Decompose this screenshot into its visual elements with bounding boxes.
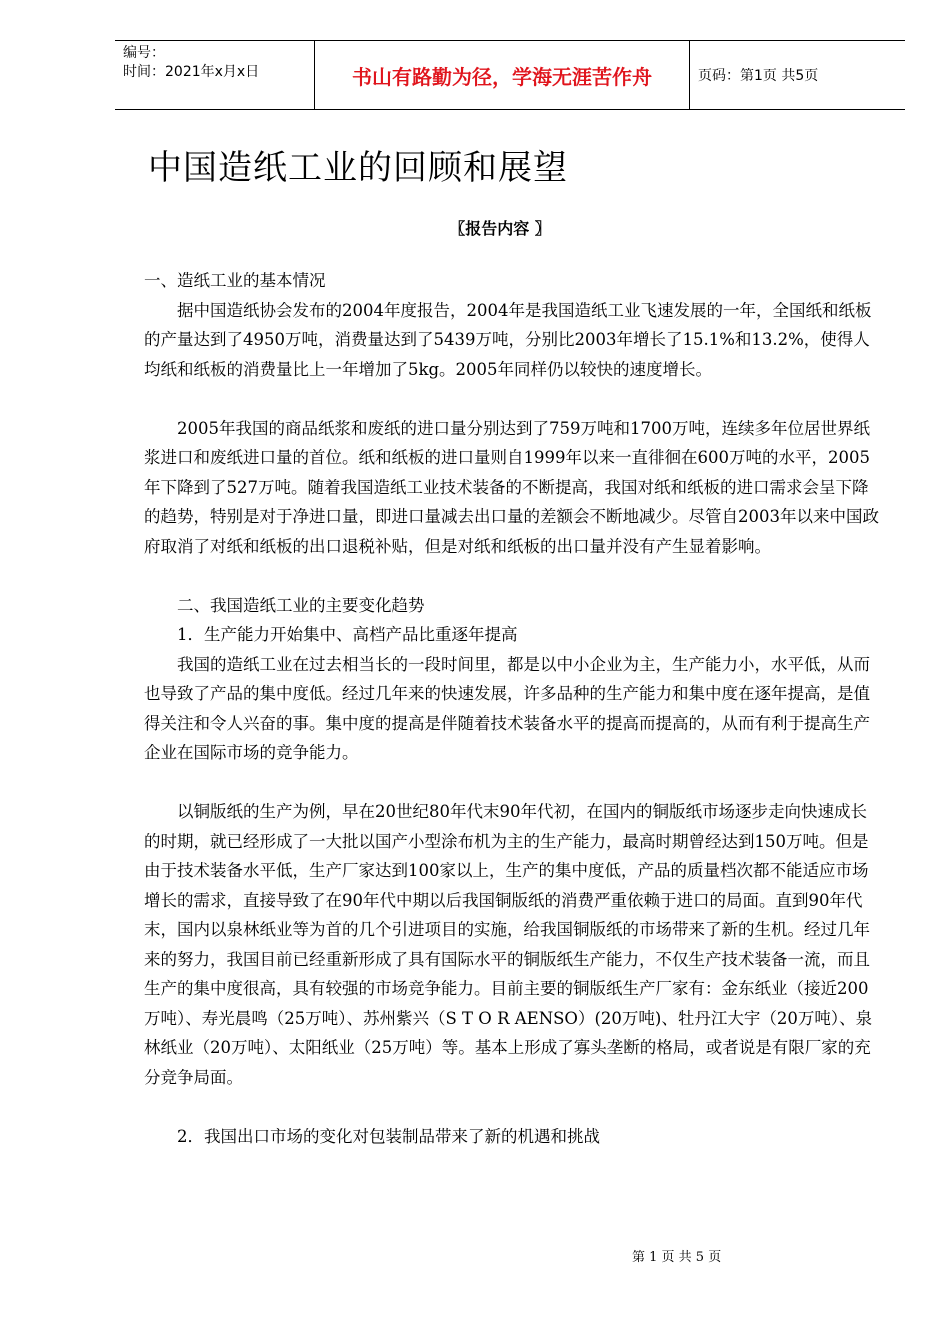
header-table <box>115 40 905 110</box>
paragraph-3: 我国的造纸工业在过去相当长的一段时间里，都是以中小企业为主，生产能力小，水平低，从而也导致了产品的集中度低。经过几年来的快速发展，许多品种的生产能力和集中度在逐年提高，是值得关注和令人兴奋的事。集中度的提高是伴随着技术装备水平的提高而提高的，从而有利于提高生产企业在国际市场的竞争能力。 <box>144 654 870 762</box>
paragraph-4: 以铜版纸的生产为例，早在20世纪80年代末90年代初，在国内的铜版纸市场逐步走向快速成长的时期，就已经形成了一大批以国产小型涂布机为主的生产能力，最高时期曾经达到150万吨。但是由于技术装备水平低，生产厂家达到100家以上，生产的集中度低，产品的质量档次都不能适应市场增长的需求，直接导致了在90年代中期以后我国铜版纸的消费严重依赖于进口的局面。直到90年代末，国内以泉林纸业等为首的几个引进项目的实施，给我国铜版纸的市场带来了新的生机。经过几年来的努力，我国目前已经重新形成了具有国际水平的铜版纸生产能力，不仅生产技术装备一流，而且生产的集中度很高，具有较强的市场竞争能力。目前主要的铜版纸生产厂家有：金东纸业（接近200万吨）、寿光晨鸣（25万吨）、苏州紫兴（S T O R AENSO）(20万吨)、牡丹江大宇（20万吨）、泉林纸业（20万吨）、太阳纸业（25万吨）等。基本上形成了寡头垄断的格局，或者说是有限厂家的充分竞争局面。 <box>144 802 873 1087</box>
paragraph-1: 据中国造纸协会发布的2004年度报告，2004年是我国造纸工业飞速发展的一年，全国纸和纸板的产量达到了4950万吨，消费量达到了5439万吨，分别比2003年增长了15.1%和13.2%，使得人均纸和纸板的消费量比上一年增加了5kg。2005年同样仍以较快的速度增长。 <box>144 300 872 379</box>
header-meta <box>115 41 315 109</box>
document-body <box>144 266 879 1151</box>
subsection-2-1-heading: 1．生产能力开始集中、高档产品比重逐年提高 <box>177 625 518 644</box>
document-subtitle: 〖报告内容 〗 <box>449 219 551 238</box>
time-label: 时间：2021年x月x日 <box>123 64 260 80</box>
page-footer: 第 1 页 共 5 页 <box>632 1250 722 1265</box>
section-1-heading: 一、造纸工业的基本情况 <box>144 271 326 290</box>
subsection-2-2-heading: 2．我国出口市场的变化对包装制品带来了新的机遇和挑战 <box>177 1126 600 1146</box>
number-label: 编号： <box>123 45 165 61</box>
header-page-info: 页码：第1页 共5页 <box>698 68 819 84</box>
header-motto: 书山有路勤为径，学海无涯苦作舟 <box>315 41 690 109</box>
document-title: 中国造纸工业的回顾和展望 <box>148 148 568 188</box>
section-2-heading: 二、我国造纸工业的主要变化趋势 <box>177 595 425 615</box>
paragraph-2: 2005年我国的商品纸浆和废纸的进口量分别达到了759万吨和1700万吨，连续多年位居世界纸浆进口和废纸进口量的首位。纸和纸板的进口量则自1999年以来一直徘徊在600万吨的水平，2005年下降到了527万吨。随着我国造纸工业技术装备的不断提高，我国对纸和纸板的进口需求会呈下降的趋势，特别是对于净进口量，即进口量减去出口量的差额会不断地减少。尽管自2003年以来中国政府取消了对纸和纸板的出口退税补贴，但是对纸和纸板的出口量并没有产生显着影响。 <box>144 418 879 556</box>
